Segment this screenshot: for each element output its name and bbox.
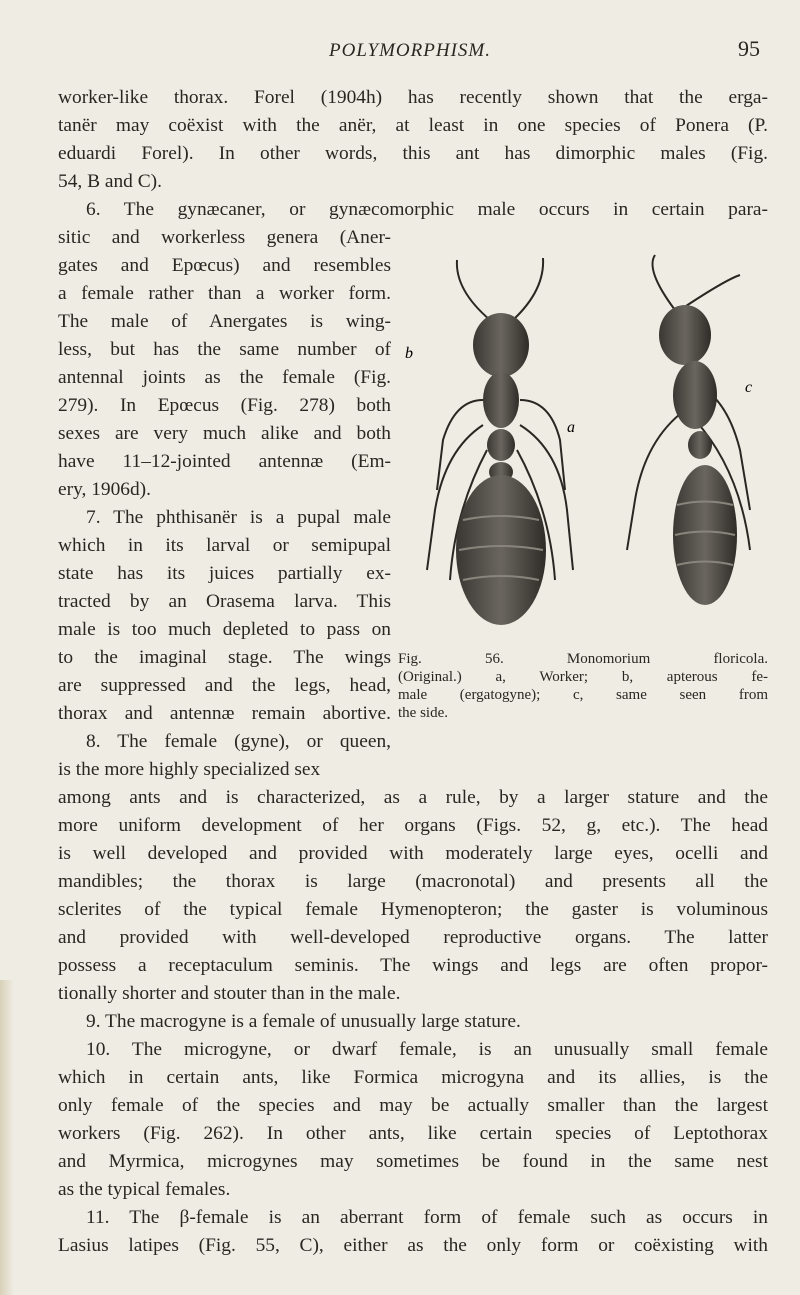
text-line: 279). In Epœcus (Fig. 278) both: [58, 395, 391, 416]
text-line: mandibles; the thorax is large (macronotal) and presents all the: [58, 871, 768, 892]
text-line: have 11–12-jointed antennæ (Em-: [58, 451, 391, 472]
page-edge-stain: [0, 980, 14, 1295]
text-block-top: [58, 84, 768, 224]
text-line: worker-like thorax. Forel (1904h) has recently shown that the erga-: [58, 87, 768, 108]
ant-c-body: [659, 305, 737, 605]
text-line: The male of Anergates is wing-: [58, 311, 391, 332]
text-line: among ants and is characterized, as a rule, by a larger stature and the: [58, 787, 768, 808]
text-line: 54, B and C).: [58, 171, 162, 192]
text-line: a female rather than a worker form.: [58, 283, 391, 304]
ant-drawing: [395, 250, 780, 645]
text-line: which in its larval or semipupal: [58, 535, 391, 556]
text-line: workers (Fig. 262). In other ants, like certain species of Leptothorax: [58, 1123, 768, 1144]
text-line: less, but has the same number of: [58, 339, 391, 360]
text-line: is the more highly specialized sex: [58, 759, 321, 780]
text-line: to the imaginal stage. The wings: [58, 647, 391, 668]
text-line: tracted by an Orasema larva. This: [58, 591, 391, 612]
caption-line: the side.: [398, 705, 448, 721]
text-line: eduardi Forel). In other words, this ant has dimorphic males (Fig.: [58, 143, 768, 164]
figure-label-a: a: [567, 419, 575, 436]
text-line: is well developed and provided with moderately large eyes, ocelli and: [58, 843, 768, 864]
caption-line: (Original.) a, Worker; b, apterous fe-: [398, 669, 768, 685]
text-line: and provided with well-developed reproductive organs. The latter: [58, 927, 768, 948]
text-line: ery, 1906d).: [58, 479, 151, 500]
text-line: 11. The β-female is an aberrant form of female such as occurs in: [86, 1207, 768, 1228]
text-line: as the typical females.: [58, 1179, 231, 1200]
text-line: sclerites of the typical female Hymenopteron; the gaster is voluminous: [58, 899, 768, 920]
figure-label-b: b: [405, 345, 413, 362]
text-line: sexes are very much alike and both: [58, 423, 391, 444]
figure-caption: [398, 650, 768, 722]
text-line: 9. The macrogyne is a female of unusually large stature.: [86, 1011, 521, 1032]
text-line: sitic and workerless genera (Aner-: [58, 227, 391, 248]
text-line: only female of the species and may be actually smaller than the largest: [58, 1095, 768, 1116]
text-line: 6. The gynæcaner, or gynæcomorphic male occurs in certain para-: [86, 199, 768, 220]
text-line: male is too much depleted to pass on: [58, 619, 391, 640]
figure-label-c: c: [745, 379, 753, 396]
page-number: 95: [738, 36, 760, 61]
text-line: tanër may coëxist with the anër, at least in one species of Ponera (P.: [58, 115, 768, 136]
caption-line: Fig. 56. Monomorium floricola.: [398, 651, 768, 667]
text-line: more uniform development of her organs (Figs. 52, g, etc.). The head: [58, 815, 768, 836]
text-line: antennal joints as the female (Fig.: [58, 367, 391, 388]
figure-56-illustration: [395, 250, 780, 645]
text-line: 8. The female (gyne), or queen,: [86, 731, 391, 752]
text-line: gates and Epœcus) and resembles: [58, 255, 391, 276]
text-line: thorax and antennæ remain abortive.: [58, 703, 391, 724]
text-line: possess a receptaculum seminis. The wings and legs are often propor-: [58, 955, 768, 976]
page-header: [60, 36, 760, 66]
text-line: 10. The microgyne, or dwarf female, is an unusually small female: [86, 1039, 768, 1060]
text-line: tionally shorter and stouter than in the male.: [58, 983, 401, 1004]
text-line: and Myrmica, microgynes may sometimes be found in the same nest: [58, 1151, 768, 1172]
text-line: state has its juices partially ex-: [58, 563, 391, 584]
ant-b-body: [456, 313, 546, 625]
text-block-wrap: [58, 224, 391, 756]
text-line: 7. The phthisanër is a pupal male: [86, 507, 391, 528]
running-head: POLYMORPHISM.: [329, 40, 491, 61]
text-line: are suppressed and the legs, head,: [58, 675, 391, 696]
text-block-bottom: [58, 756, 768, 1260]
text-line: which in certain ants, like Formica microgyna and its allies, is the: [58, 1067, 768, 1088]
caption-line: male (ergatogyne); c, same seen from: [398, 687, 768, 703]
text-line: Lasius latipes (Fig. 55, C), either as the only form or coëxisting with: [58, 1235, 768, 1256]
